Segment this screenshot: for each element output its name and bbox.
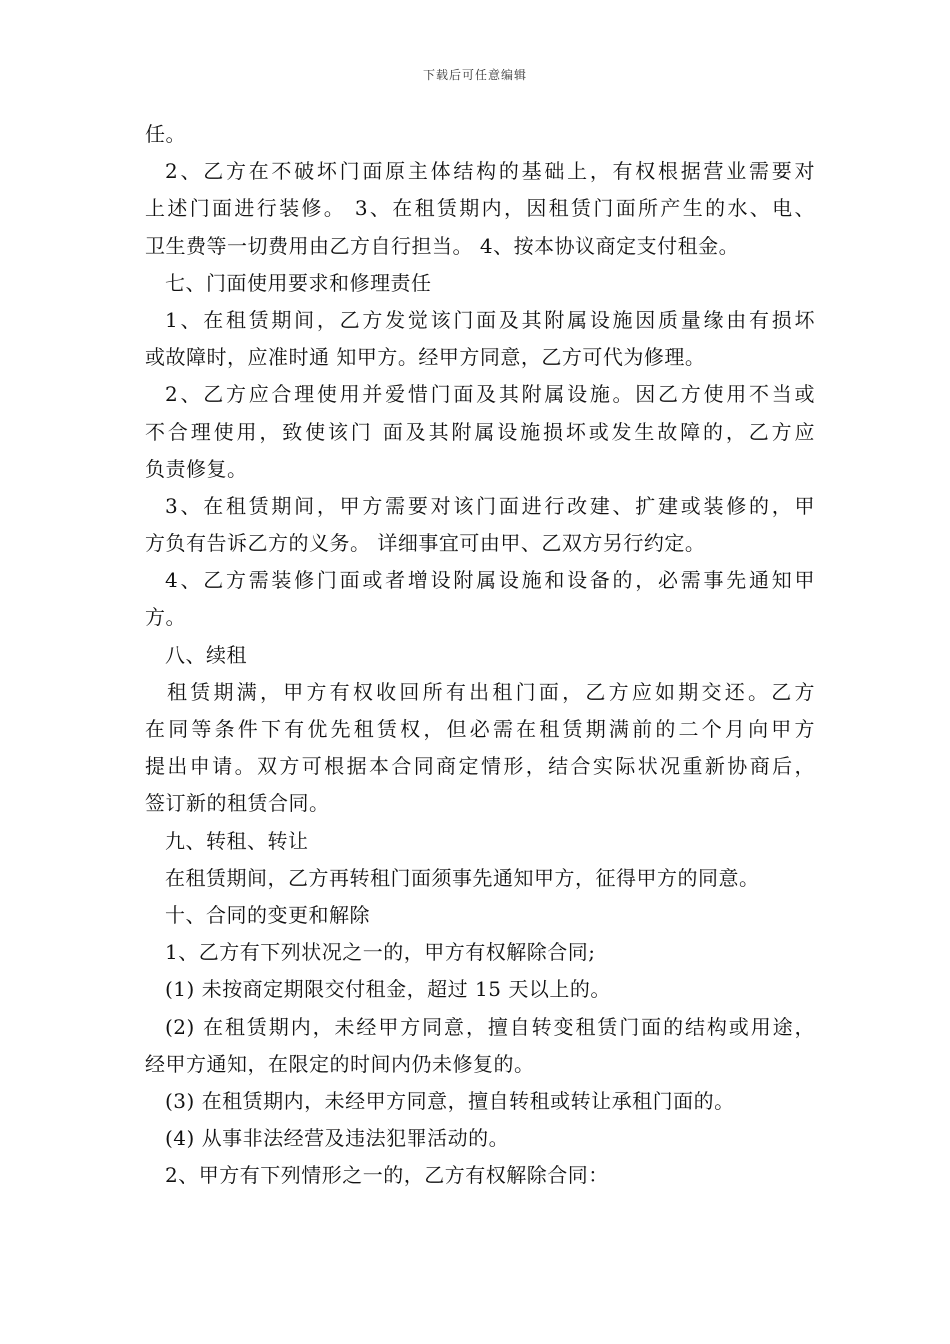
text-line: 2、乙方应合理使用并爱惜门面及其附属设施。因乙方使用不当或 [165, 382, 815, 407]
text-line: 提出申请。双方可根据本合同商定情形，结合实际状况重新协商后， [145, 754, 815, 779]
text-line: 2、甲方有下列情形之一的，乙方有权解除合同： [165, 1163, 609, 1188]
text-line: 3、在租赁期间，甲方需要对该门面进行改建、扩建或装修的，甲 [165, 493, 815, 518]
text-line: 4、乙方需装修门面或者增设附属设施和设备的，必需事先通知甲 [165, 568, 815, 593]
text-line: 签订新的租赁合同。 [145, 791, 330, 816]
text-line: 1、乙方有下列状况之一的，甲方有权解除合同; [165, 940, 596, 965]
text-line: 或故障时，应准时通 知甲方。经甲方同意，乙方可代为修理。 [145, 345, 706, 370]
text-line: 负责修复。 [145, 456, 248, 481]
text-line: 1、在租赁期间，乙方发觉该门面及其附属设施因质量缘由有损坏 [165, 307, 815, 332]
text-line: (4) 从事非法经营及违法犯罪活动的。 [165, 1126, 510, 1151]
text-line: 租赁期满，甲方有权收回所有出租门面，乙方应如期交还。乙方 [167, 679, 815, 704]
text-line: 2、乙方在不破坏门面原主体结构的基础上，有权根据营业需要对 [165, 159, 815, 184]
text-line: 八、续租 [165, 642, 247, 667]
text-line: 不合理使用，致使该门 面及其附属设施损坏或发生故障的，乙方应 [145, 419, 815, 444]
text-line: 九、转租、转让 [165, 828, 309, 853]
text-line: 卫生费等一切费用由乙方自行担当。 4、按本协议商定支付租金。 [145, 233, 740, 258]
text-line: 七、门面使用要求和修理责任 [165, 270, 432, 295]
text-line: 十、合同的变更和解除 [165, 902, 370, 927]
text-line: 在同等条件下有优先租赁权，但必需在租赁期满前的二个月向甲方 [145, 717, 815, 741]
text-line: (3) 在租赁期内，未经甲方同意，擅自转租或转让承租门面的。 [165, 1088, 735, 1113]
text-line: 经甲方通知，在限定的时间内仍未修复的。 [145, 1051, 535, 1076]
text-line: (1) 未按商定期限交付租金，超过 15 天以上的。 [165, 977, 611, 1002]
document-body [145, 116, 815, 1194]
text-line: 上述门面进行装修。 3、在租赁期内，因租赁门面所产生的水、电、 [145, 196, 815, 221]
text-line: 任。 [145, 122, 186, 146]
text-line: 方负有告诉乙方的义务。 详细事宜可由甲、乙双方另行约定。 [145, 531, 706, 556]
text-line: (2) 在租赁期内，未经甲方同意，擅自转变租赁门面的结构或用途， [165, 1014, 815, 1039]
text-line: 在租赁期间，乙方再转租门面须事先通知甲方，征得甲方的同意。 [165, 865, 760, 890]
text-line: 方。 [145, 605, 186, 630]
page-header: 下载后可任意编辑 [422, 68, 527, 82]
